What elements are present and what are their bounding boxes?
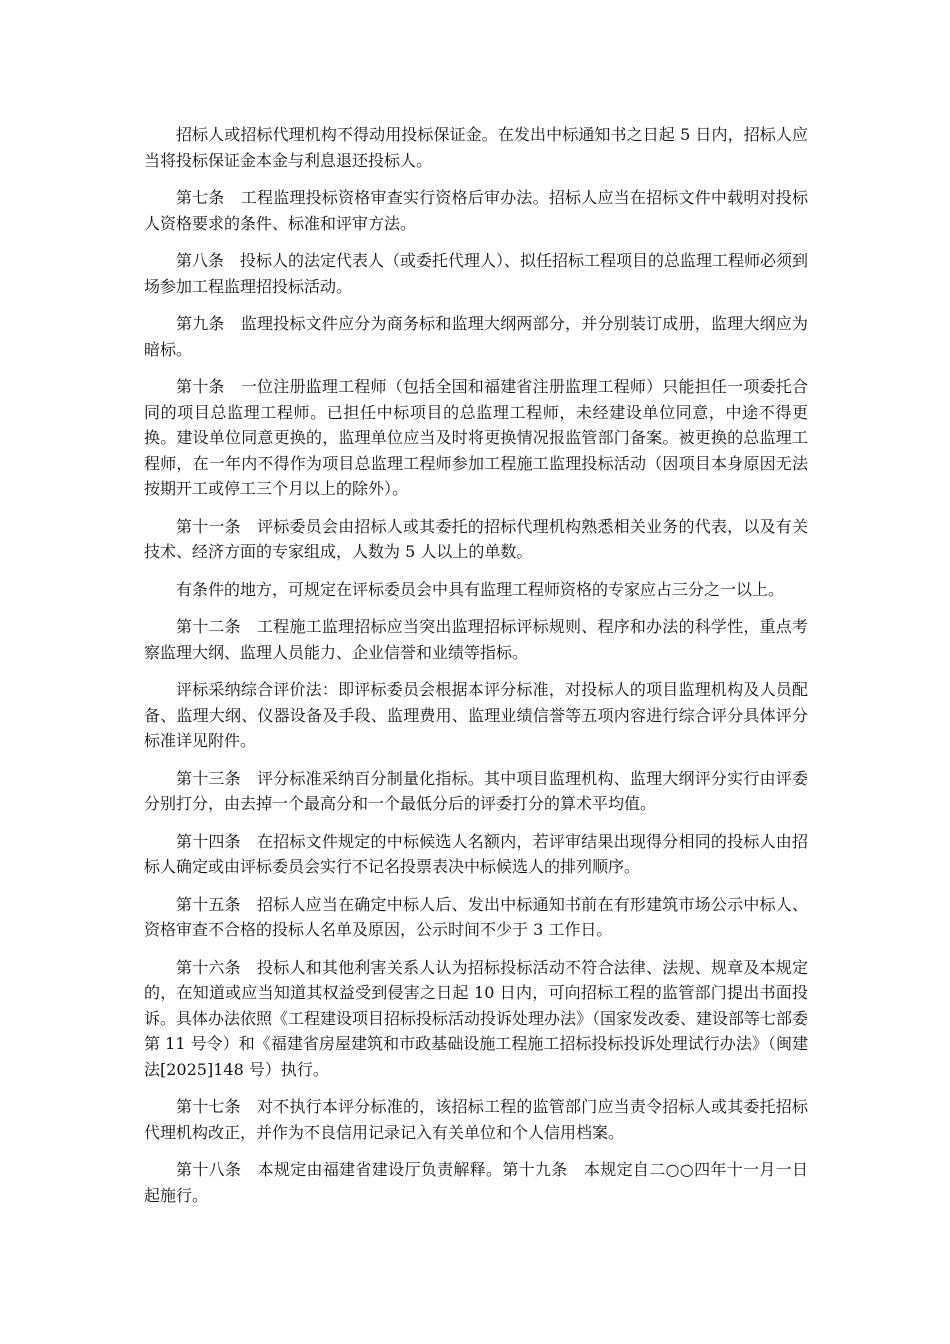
paragraph-article-16: 第十六条 投标人和其他利害关系人认为招标投标活动不符合法律、法规、规章及本规定的，在知道或应当知道其权益受到侵害之日起 10 日内，可向招标工程的监管部门提出书面投诉。具体办法依照《工程建设项目招标投标活动投诉处理办法》（国家发改委、建设部等七部委第 11 号令）和《福建省房屋建筑和市政基础设施工程施工招标投标投诉处理试行办法》（闽建法[2025]148 号）执行。 — [144, 957, 809, 1079]
paragraph-article-17: 第十七条 对不执行本评分标准的，该招标工程的监管部门应当责令招标人或其委托招标代理机构改正，并作为不良信用记录记入有关单位和个人信用档案。 — [144, 1097, 808, 1142]
paragraph-article-7: 第七条 工程监理投标资格审查实行资格后审办法。招标人应当在招标文件中载明对投标人资格要求的条件、标准和评审方法。 — [144, 188, 808, 233]
paragraph-article-9: 第九条 监理投标文件应分为商务标和监理大纲两部分，并分别装订成册，监理大纲应为暗标。 — [144, 314, 808, 359]
paragraph-article-8: 第八条 投标人的法定代表人（或委托代理人）、拟任招标工程项目的总监理工程师必须到场参加工程监理招投标活动。 — [144, 251, 809, 296]
paragraph-article-11: 第十一条 评标委员会由招标人或其委托的招标代理机构熟悉相关业务的代表，以及有关技术、经济方面的专家组成，人数为 5 人以上的单数。 — [144, 516, 808, 561]
paragraph: 有条件的地方，可规定在评标委员会中具有监理工程师资格的专家应占三分之一以上。 — [176, 579, 785, 599]
paragraph-article-10: 第十条 一位注册监理工程师（包括全国和福建省注册监理工程师）只能担任一项委托合同的项目总监理工程师。已担任中标项目的总监理工程师，未经建设单位同意，中途不得更换。建设单位同意更换的，监理单位应当及时将更换情况报监管部门备案。被更换的总监理工程师，在一年内不得作为项目总监理工程师参加工程施工监理投标活动（因项目本身原因无法按期开工或停工三个月以上的除外）。 — [144, 377, 808, 498]
paragraph-article-12: 第十二条 工程施工监理招标应当突出监理招标评标规则、程序和办法的科学性，重点考察监理大纲、监理人员能力、企业信誉和业绩等指标。 — [144, 617, 808, 662]
paragraph-article-13: 第十三条 评分标准采纳百分制量化指标。其中项目监理机构、监理大纲评分实行由评委分别打分，由去掉一个最高分和一个最低分后的评委打分的算术平均值。 — [144, 768, 808, 813]
paragraph-article-18: 第十八条 本规定由福建省建设厅负责解释。第十九条 本规定自二○○四年十一月一日起施行。 — [144, 1160, 808, 1205]
paragraph: 招标人或招标代理机构不得动用投标保证金。在发出中标通知书之日起 5 日内，招标人应当将投标保证金本金与利息退还投标人。 — [144, 125, 808, 170]
document-body — [144, 122, 808, 1220]
paragraph-article-14: 第十四条 在招标文件规定的中标候选人名额内，若评审结果出现得分相同的投标人由招标人确定或由评标委员会实行不记名投票表决中标候选人的排列顺序。 — [144, 831, 808, 876]
paragraph: 评标采纳综合评价法：即评标委员会根据本评分标准，对投标人的项目监理机构及人员配备、监理大纲、仪器设备及手段、监理费用、监理业绩信誉等五项内容进行综合评分具体评分标准详见附件。 — [144, 680, 808, 750]
paragraph-article-15: 第十五条 招标人应当在确定中标人后、发出中标通知书前在有形建筑市场公示中标人、资格审查不合格的投标人名单及原因，公示时间不少于 3 工作日。 — [144, 894, 808, 939]
